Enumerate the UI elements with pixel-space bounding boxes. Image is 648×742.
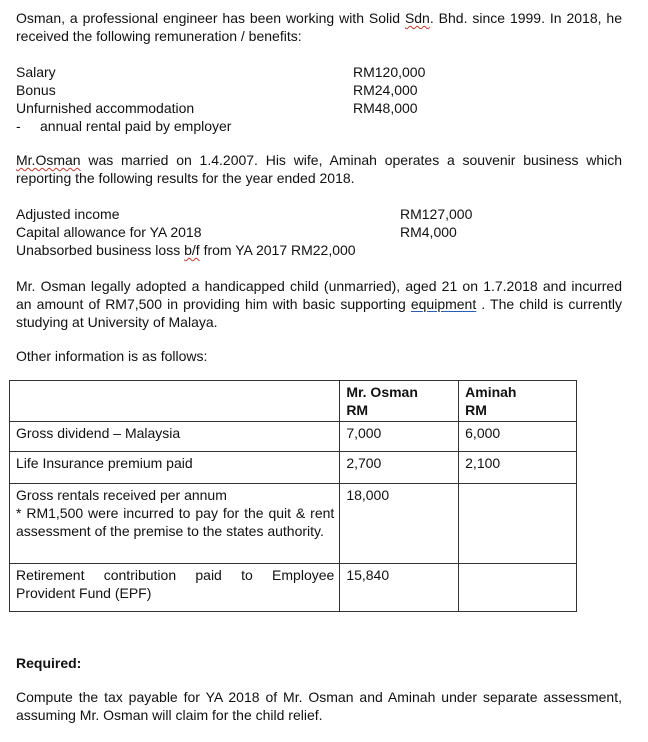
- header-empty-cell: [10, 381, 340, 422]
- loss-text-pre: Unabsorbed business loss: [16, 242, 185, 258]
- header-osman-cell: [340, 381, 459, 422]
- table-row: [10, 564, 577, 612]
- row-osman-value: 2,700: [340, 452, 459, 484]
- child-equipment: equipment: [410, 296, 477, 312]
- row-label-cell: [10, 484, 340, 564]
- adjusted-income-value: RM127,000: [400, 206, 473, 222]
- bonus-value: RM24,000: [353, 82, 418, 98]
- salary-value: RM120,000: [353, 64, 426, 80]
- intro-text-post: . Bhd. since 1999. In 2018, he received the following remuneration / benefits:: [16, 10, 622, 44]
- rental-note: annual rental paid by employer: [40, 118, 232, 134]
- wife-text: was married on 1.4.2007. His wife, Aminah operates a souvenir business which reporting the following results for the year ended 2018.: [16, 152, 622, 186]
- capital-allowance-label: Capital allowance for YA 2018: [16, 224, 202, 240]
- table-row: [10, 422, 577, 452]
- row-note: * RM1,500 were incurred to pay for the quit & rent assessment of the premise to the states authority.: [16, 505, 335, 539]
- row-label: Gross dividend – Malaysia: [10, 422, 340, 452]
- other-info-table: [9, 380, 577, 612]
- header-osman-name: Mr. Osman: [346, 384, 418, 400]
- salary-label: Salary: [16, 64, 56, 80]
- row-aminah-value: [459, 564, 577, 612]
- row-label: Retirement contribution paid to Employee Provident Fund (EPF): [10, 564, 340, 612]
- intro-sdn: Sdn: [404, 10, 430, 26]
- loss-text-post: from YA 2017 RM22,000: [199, 242, 356, 258]
- mr-osman-name: Mr.Osman: [16, 152, 81, 168]
- capital-allowance-value: RM4,000: [400, 224, 457, 240]
- row-aminah-value: [459, 484, 577, 564]
- loss-bf: b/f: [184, 242, 200, 258]
- row-aminah-value: 6,000: [459, 422, 577, 452]
- wife-paragraph: [16, 151, 622, 187]
- bonus-label: Bonus: [16, 82, 56, 98]
- accommodation-label: Unfurnished accommodation: [16, 100, 195, 116]
- intro-paragraph: [16, 9, 622, 45]
- child-text-pre: Mr. Osman legally adopted a handicapped child (unmarried), aged 21 on 1.7.2018 and incurred an amount of RM7,500 in providing him with basic supporting: [16, 278, 622, 312]
- table-row: [10, 452, 577, 484]
- accommodation-value: RM48,000: [353, 100, 418, 116]
- child-text-post: . The child is currently studying at University of Malaya.: [16, 296, 623, 330]
- other-info-line: Other information is as follows:: [16, 348, 208, 364]
- row-osman-value: 15,840: [340, 564, 459, 612]
- required-text: Compute the tax payable for YA 2018 of Mr. Osman and Aminah under separate assessment, assuming Mr. Osman will claim for the child relief.: [16, 689, 622, 723]
- required-heading: Required:: [16, 655, 82, 671]
- bullet-dash: -: [16, 118, 21, 134]
- row-label: Life Insurance premium paid: [10, 452, 340, 484]
- header-aminah-name: Aminah: [465, 384, 517, 400]
- header-aminah-unit: RM: [465, 402, 487, 418]
- intro-text-pre: Osman, a professional engineer has been working with Solid: [16, 10, 405, 26]
- adjusted-income-label: Adjusted income: [16, 206, 120, 222]
- header-aminah-cell: [459, 381, 577, 422]
- child-paragraph: [16, 277, 622, 331]
- unabsorbed-loss-line: [16, 241, 356, 259]
- row-osman-value: 7,000: [340, 422, 459, 452]
- table-header-row: [10, 381, 577, 422]
- row-aminah-value: 2,100: [459, 452, 577, 484]
- required-paragraph: [16, 688, 622, 724]
- row-label: Gross rentals received per annum: [16, 487, 227, 503]
- row-osman-value: 18,000: [340, 484, 459, 564]
- table-row: [10, 484, 577, 564]
- header-osman-unit: RM: [346, 402, 369, 418]
